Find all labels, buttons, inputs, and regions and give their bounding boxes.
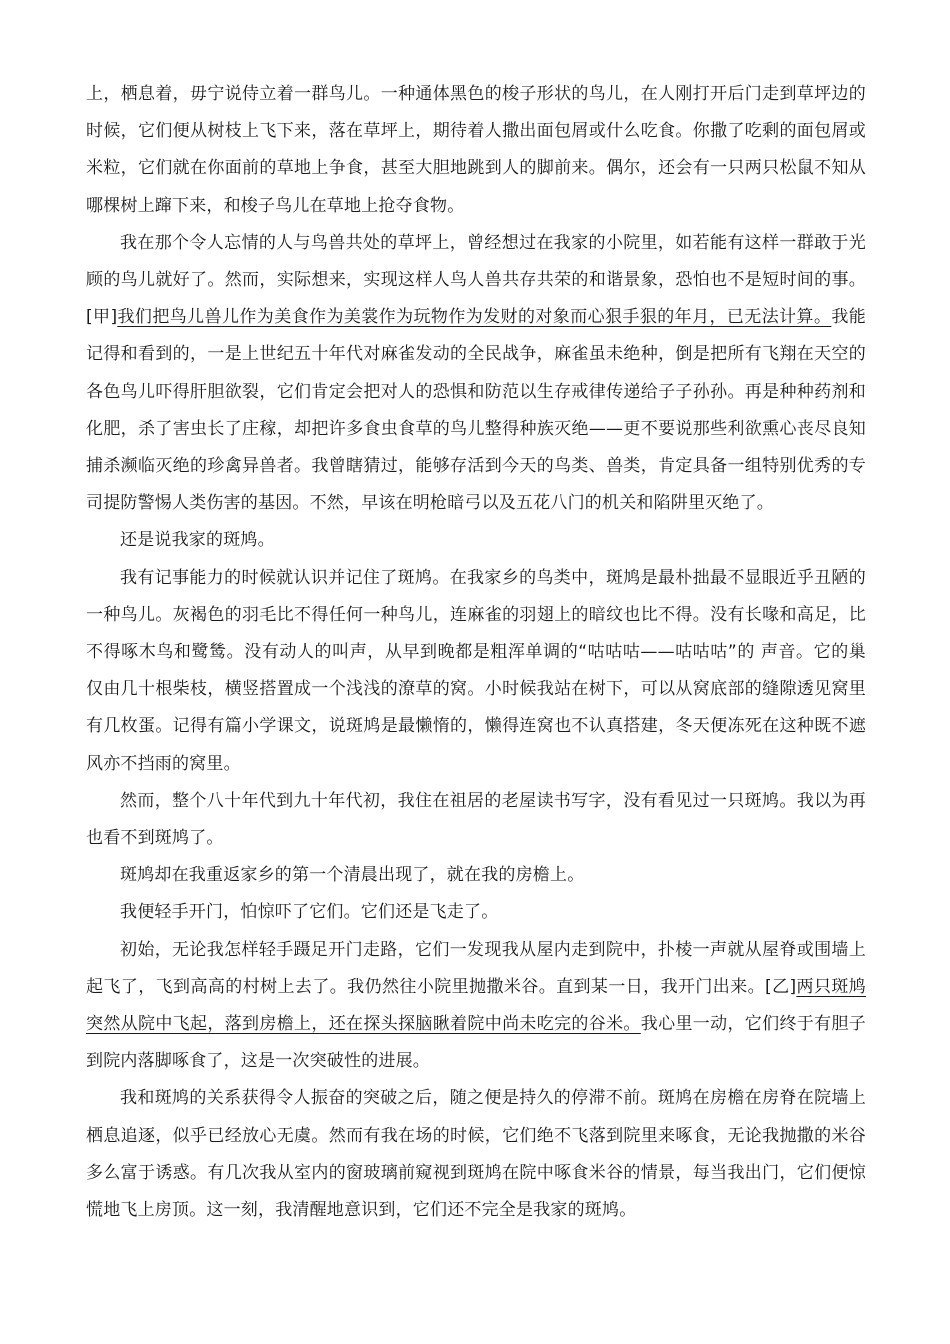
text-run: 斑鸠却在我重返家乡的第一个清晨出现了，就在我的房檐上。	[120, 865, 585, 886]
text-run: 我在那个令人忘情的人与鸟兽共处的草坪上，曾经想过在我家的小院里，如若能有这样一群敢于光顾的鸟儿就好了。然而，实际想来，实现这样人鸟人兽共存共荣的和谐景象，恐怕也不是短时间的事。[甲]	[86, 232, 866, 328]
article-body	[86, 76, 866, 1229]
text-run: 我和斑鸠的关系获得令人振奋的突破之后，随之便是持久的停滞不前。斑鸠在房檐在房脊在院墙上栖息追逐，似乎已经放心无虞。然而有我在场的时候，它们绝不飞落到院里来啄食，无论我抛撒的米谷多么富于诱惑。有几次我从室内的窗玻璃前窥视到斑鸠在院中啄食米谷的情景，每当我出门，它们便惊慌地飞上房顶。这一刻，我清醒地意识到，它们还不完全是我家的斑鸠。	[86, 1088, 866, 1221]
text-run: 我便轻手开门，怕惊吓了它们。它们还是飞走了。	[120, 902, 499, 923]
paragraph	[86, 932, 866, 1081]
paragraph	[86, 1080, 866, 1229]
text-run: 然而，整个八十年代到九十年代初，我住在祖居的老屋读书写字，没有看见过一只斑鸠。我以为再也看不到斑鸠了。	[86, 790, 866, 849]
paragraph	[86, 560, 866, 783]
text-run: 我心里一动，它们终于有胆子到院内落脚啄食了，这是一次突破性的进展。	[86, 1014, 866, 1072]
text-run: 还是说我家的斑鸠。	[120, 530, 275, 551]
underlined-sentence: 两只斑鸠突然从院中飞起，落到房檐上，还在探头探脑瞅着院中尚未吃完的谷米。	[86, 976, 866, 1035]
paragraph	[86, 894, 866, 931]
paragraph	[86, 225, 866, 523]
underlined-sentence: 我们把鸟儿兽儿作为美食作为美裳作为玩物作为发财的对象而心狠手狠的年月，已无法计算。	[117, 307, 832, 328]
paragraph	[86, 783, 866, 857]
paragraph	[86, 522, 866, 559]
paragraph	[86, 857, 866, 894]
paragraph	[86, 76, 866, 225]
text-run: 我有记事能力的时候就认识并记住了斑鸠。在我家乡的鸟类中，斑鸠是最朴拙最不显眼近乎丑陋的一种鸟儿。灰褐色的羽毛比不得任何一种鸟儿，连麻雀的羽翅上的暗纹也比不得。没有长喙和高足，比不得啄木鸟和鹭鸶。没有动人的叫声，从早到晚都是粗浑单调的“咕咕咕——咕咕咕”的 声音。它的巢仅由几十根柴枝，横竖搭置成一个浅浅的潦草的窝。小时候我站在树下，可以从窝底部的缝隙透见窝里有几枚蛋。记得有篇小学课文，说斑鸠是最懒惰的，懒得连窝也不认真搭建，冬天便冻死在这种既不遮风亦不挡雨的窝里。	[86, 567, 866, 774]
text-run: 我能记得和看到的，一是上世纪五十年代对麻雀发动的全民战争，麻雀虽未绝种，倒是把所有飞翔在天空的各色鸟儿吓得肝胆欲裂，它们肯定会把对人的恐惧和防范以生存戒律传递给子子孙孙。再是种种药剂和化肥，杀了害虫长了庄稼，却把许多食虫食草的鸟儿整得种族灭绝——更不要说那些利欲熏心丧尽良知捕杀濒临灭绝的珍禽异兽者。我曾瞎猜过，能够存活到今天的鸟类、兽类，肯定具备一组特别优秀的专司提防警惕人类伤害的基因。不然，早该在明枪暗弓以及五花八门的机关和陷阱里灭绝了。	[86, 307, 867, 514]
text-run: 初始，无论我怎样轻手蹑足开门走路，它们一发现我从屋内走到院中，扑棱一声就从屋脊或围墙上起飞了，飞到高高的村树上去了。我仍然往小院里抛撒米谷。直到某一日，我开门出来。[乙]	[86, 939, 866, 997]
text-run: 上，栖息着，毋宁说侍立着一群鸟儿。一种通体黑色的梭子形状的鸟儿，在人刚打开后门走到草坪边的时候，它们便从树枝上飞下来，落在草坪上，期待着人撒出面包屑或什么吃食。你撒了吃剩的面包屑或米粒，它们就在你面前的草地上争食，甚至大胆地跳到人的脚前来。偶尔，还会有一只两只松鼠不知从哪棵树上蹿下来，和梭子鸟儿在草地上抢夺食物。	[86, 84, 866, 216]
